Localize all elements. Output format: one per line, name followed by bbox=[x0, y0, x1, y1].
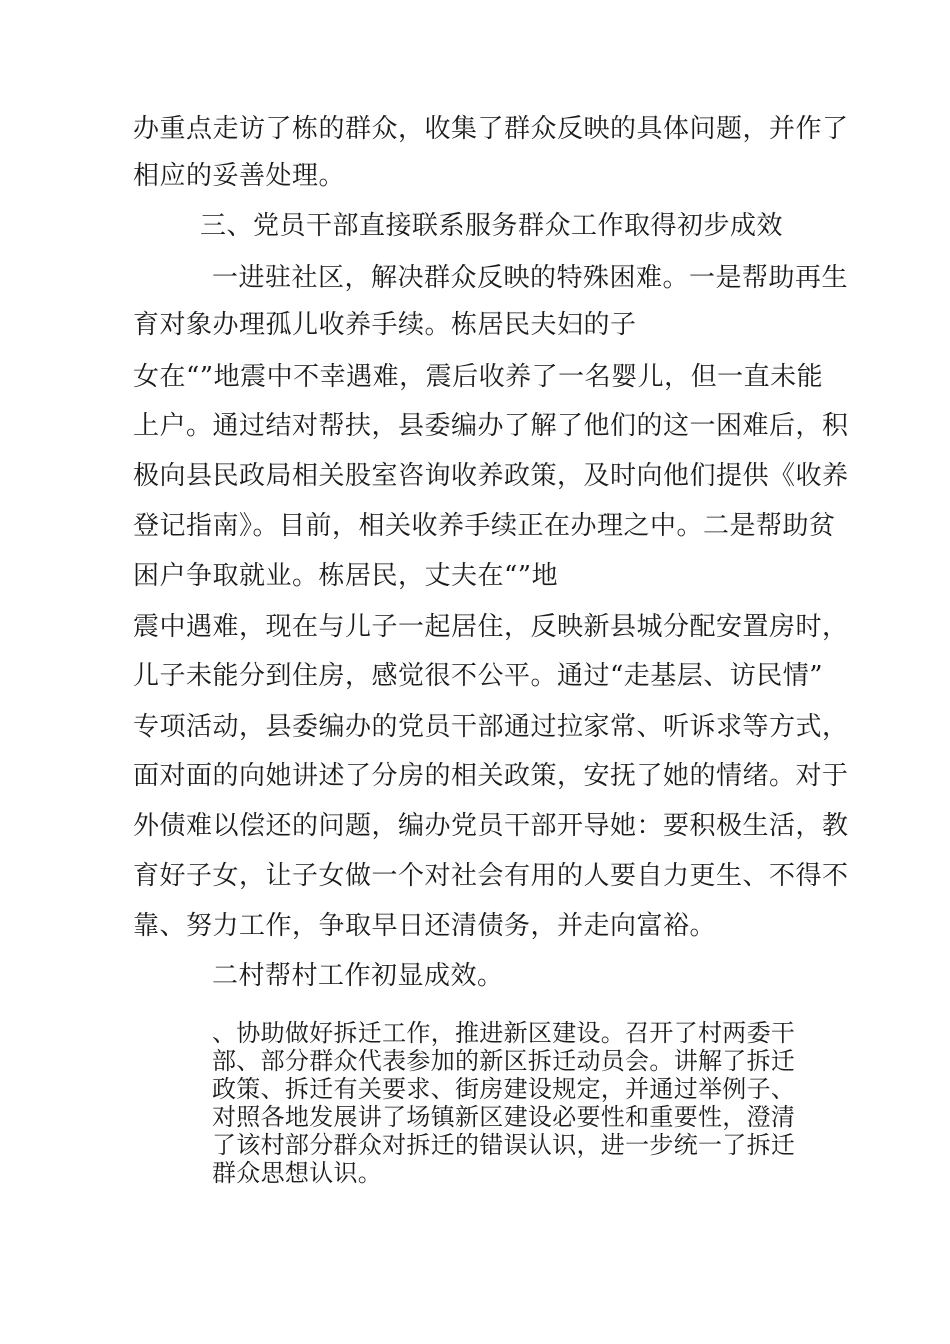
paragraph-line: 困户争取就业。栋居民，丈夫在“”地 bbox=[133, 561, 559, 591]
block-line: 了该村部分群众对拆迁的错误认识，进一步统一了拆迁 bbox=[212, 1131, 796, 1159]
paragraph-line: 专项活动，县委编办的党员干部通过拉家常、听诉求等方式， bbox=[133, 712, 849, 742]
paragraph-line: 相应的妥善处理。 bbox=[133, 161, 346, 191]
paragraph-line: 女在“”地震中不幸遇难，震后收养了一名婴儿，但一直未能 bbox=[133, 362, 824, 392]
paragraph-line: 极向县民政局相关股室咨询收养政策，及时向他们提供《收养 bbox=[133, 461, 849, 491]
block-line: 群众思想认识。 bbox=[212, 1159, 383, 1187]
paragraph-line: 办重点走访了栋的群众，收集了群众反映的具体问题，并作了 bbox=[133, 114, 849, 144]
paragraph-line: 儿子未能分到住房，感觉很不公平。通过“走基层、访民情” bbox=[133, 661, 824, 691]
section-heading: 三、党员干部直接联系服务群众工作取得初步成效 bbox=[200, 211, 784, 241]
paragraph-line: 登记指南》。目前，相关收养手续正在办理之中。二是帮助贫 bbox=[133, 511, 836, 541]
paragraph-line: 育好子女，让子女做一个对社会有用的人要自力更生、不得不 bbox=[133, 861, 849, 891]
subsection-heading: 二村帮村工作初显成效。 bbox=[212, 961, 504, 991]
block-line: 、协助做好拆迁工作，推进新区建设。召开了村两委干 bbox=[212, 1019, 796, 1047]
block-line: 部、部分群众代表参加的新区拆迁动员会。讲解了拆迁 bbox=[212, 1047, 796, 1075]
indented-paragraph bbox=[212, 1019, 837, 1187]
paragraph-line: 外债难以偿还的问题，编办党员干部开导她：要积极生活，教 bbox=[133, 811, 849, 841]
paragraph-line: 育对象办理孤儿收养手续。栋居民夫妇的子 bbox=[133, 310, 637, 340]
paragraph-line: 震中遇难，现在与儿子一起居住，反映新县城分配安置房时， bbox=[133, 612, 849, 642]
paragraph-line: 一进驻社区，解决群众反映的特殊困难。一是帮助再生 bbox=[212, 263, 849, 293]
paragraph-line: 靠、努力工作，争取早日还清债务，并走向富裕。 bbox=[133, 911, 717, 941]
block-line: 政策、拆迁有关要求、街房建设规定，并通过举例子、 bbox=[212, 1075, 796, 1103]
paragraph-line: 上户。通过结对帮扶，县委编办了解了他们的这一困难后，积 bbox=[133, 411, 849, 441]
paragraph-line: 面对面的向她讲述了分房的相关政策，安抚了她的情绪。对于 bbox=[133, 761, 849, 791]
block-line: 对照各地发展讲了场镇新区建设必要性和重要性，澄清 bbox=[212, 1103, 796, 1131]
